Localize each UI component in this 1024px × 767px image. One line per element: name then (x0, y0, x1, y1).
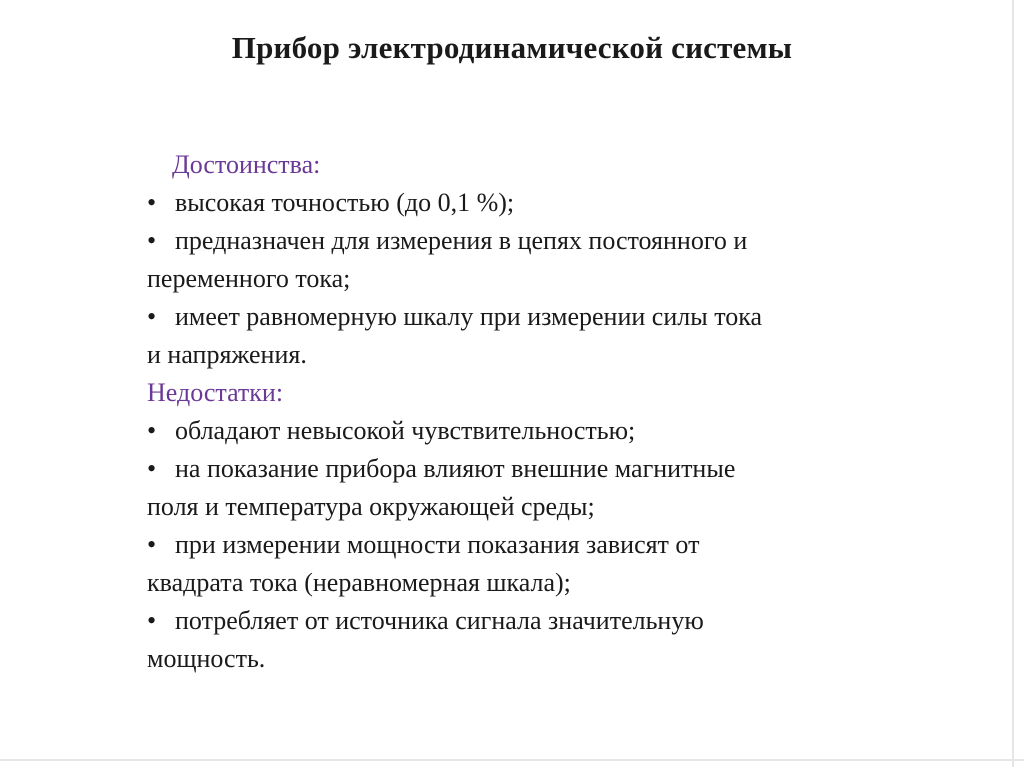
advantages-heading: Достоинства: (172, 150, 321, 179)
advantage-item-1-line1: высокая точностью (до 0,1 %); (175, 188, 515, 217)
slide-content (147, 146, 977, 678)
advantage-item-1 (147, 184, 977, 222)
disadvantage-item-4-line2: мощность. (147, 644, 266, 673)
bullet-marker: • (147, 530, 157, 559)
bottom-border-line (0, 759, 1024, 761)
disadvantage-item-1-line1: обладают невысокой чувствительностью; (175, 416, 636, 445)
bullet-marker: • (147, 302, 157, 331)
advantage-item-3-line2: и напряжения. (147, 340, 307, 369)
advantage-item-3-line1: имеет равномерную шкалу при измерении силы тока (175, 302, 762, 331)
bullet-marker: • (147, 416, 157, 445)
disadvantage-item-2 (147, 450, 977, 526)
advantage-item-3 (147, 298, 977, 374)
bullet-marker: • (147, 454, 157, 483)
advantage-item-2-line1: предназначен для измерения в цепях постоянного и (175, 226, 748, 255)
bullet-marker: • (147, 226, 157, 255)
disadvantage-item-4 (147, 602, 977, 678)
disadvantage-item-3-line2: квадрата тока (неравномерная шкала); (147, 568, 571, 597)
disadvantage-item-4-line1: потребляет от источника сигнала значительную (175, 606, 704, 635)
disadvantage-item-3-line1: при измерении мощности показания зависят от (175, 530, 700, 559)
advantage-item-2-line2: переменного тока; (147, 264, 351, 293)
disadvantage-item-2-line1: на показание прибора влияют внешние магнитные (175, 454, 736, 483)
disadvantage-item-3 (147, 526, 977, 602)
right-border-line (1012, 0, 1014, 767)
disadvantage-item-2-line2: поля и температура окружающей среды; (147, 492, 595, 521)
disadvantages-heading: Недостатки: (147, 378, 284, 407)
bullet-marker: • (147, 188, 157, 217)
advantage-item-2 (147, 222, 977, 298)
slide-title: Прибор электродинамической системы (231, 30, 793, 65)
disadvantage-item-1 (147, 412, 977, 450)
bullet-marker: • (147, 606, 157, 635)
